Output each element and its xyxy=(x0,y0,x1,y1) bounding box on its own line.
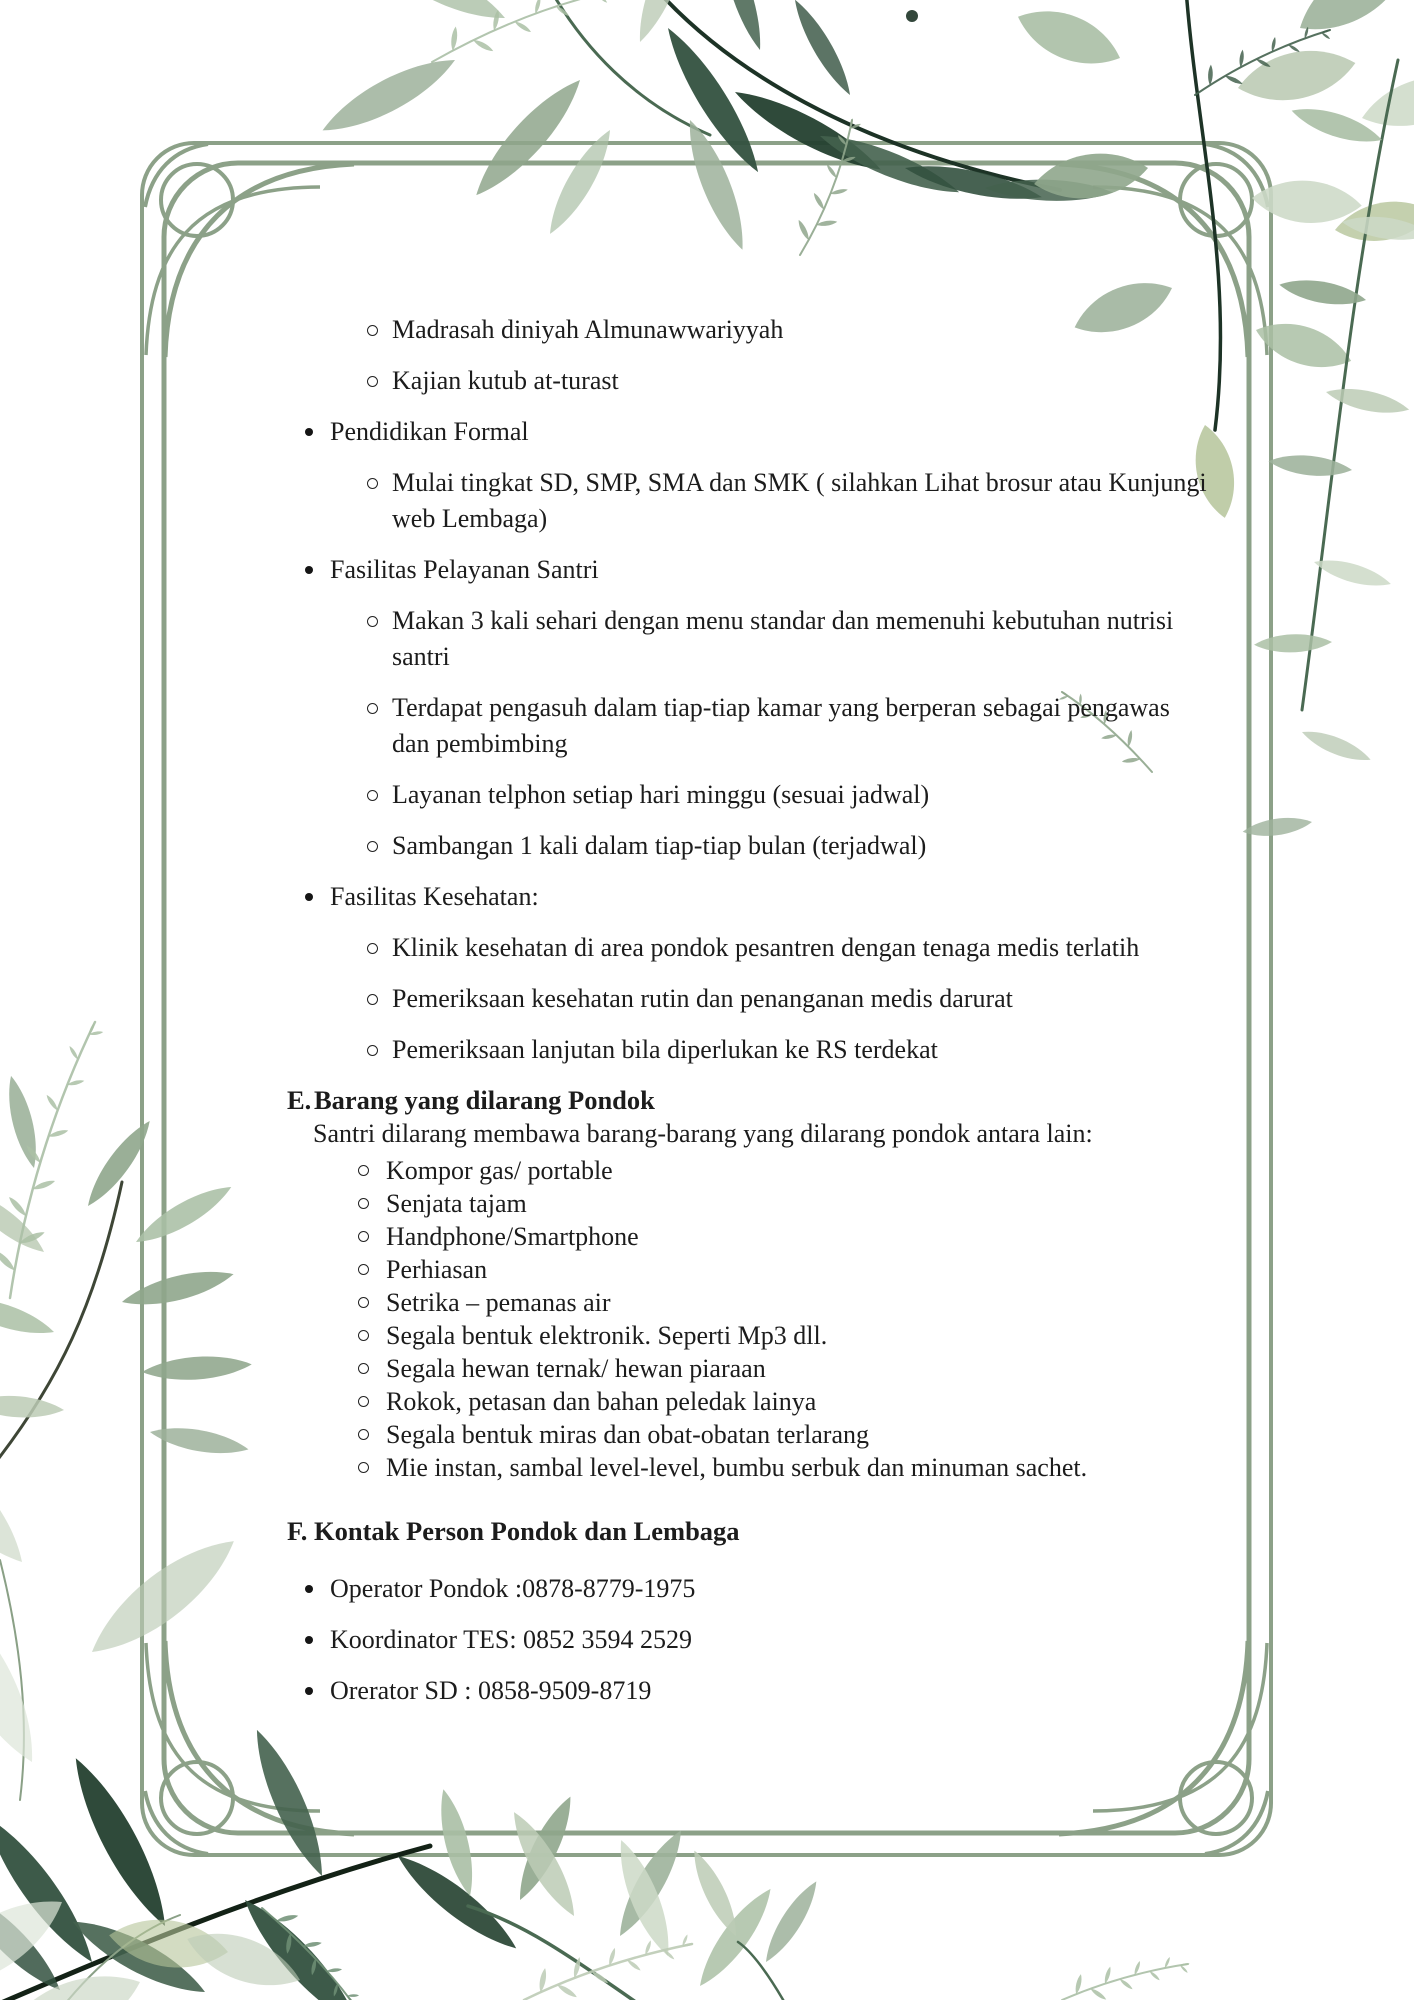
circle-marker xyxy=(367,616,378,627)
circle-marker xyxy=(358,1363,369,1374)
list-item xyxy=(287,1253,1212,1286)
list-item xyxy=(287,414,1212,450)
section-f-heading xyxy=(287,1514,1212,1548)
circle-marker xyxy=(358,1264,369,1275)
list-item xyxy=(287,1286,1212,1319)
list-item xyxy=(287,465,1212,537)
circle-marker xyxy=(358,1396,369,1407)
contact-text: Orerator SD : 0858-9509-8719 xyxy=(330,1676,652,1705)
list-item xyxy=(287,981,1212,1017)
list-item-text: Mie instan, sambal level-level, bumbu serbuk dan minuman sachet. xyxy=(386,1453,1088,1482)
circle-marker xyxy=(358,1231,369,1242)
contact-item xyxy=(287,1673,1212,1709)
list-item xyxy=(287,1451,1212,1484)
disc-marker xyxy=(305,1636,313,1644)
list-item-text: Sambangan 1 kali dalam tiap-tiap bulan (terjadwal) xyxy=(392,831,927,860)
circle-marker xyxy=(358,1330,369,1341)
list-item xyxy=(287,1187,1212,1220)
circle-marker xyxy=(358,1165,369,1176)
list-item xyxy=(287,1385,1212,1418)
list-item xyxy=(287,1319,1212,1352)
circle-marker xyxy=(367,790,378,801)
list-item-text: Mulai tingkat SD, SMP, SMA dan SMK ( silahkan Lihat brosur atau Kunjungi web Lembaga) xyxy=(392,468,1207,533)
list-item xyxy=(287,552,1212,588)
list-item xyxy=(287,879,1212,915)
contact-text: Operator Pondok :0878-8779-1975 xyxy=(330,1574,696,1603)
list-item xyxy=(287,690,1212,762)
list-item xyxy=(287,828,1212,864)
list-item xyxy=(287,1220,1212,1253)
list-item-text: Kompor gas/ portable xyxy=(386,1156,613,1185)
circle-marker xyxy=(367,841,378,852)
section-letter: F. xyxy=(287,1516,308,1546)
list-item xyxy=(287,1352,1212,1385)
circle-marker xyxy=(367,703,378,714)
list-item-text: Rokok, petasan dan bahan peledak lainya xyxy=(386,1387,817,1416)
disc-marker xyxy=(305,566,313,574)
disc-marker xyxy=(305,1585,313,1593)
circle-marker xyxy=(367,1045,378,1056)
disc-marker xyxy=(305,893,313,901)
list-item-text: Setrika – pemanas air xyxy=(386,1288,611,1317)
list-item xyxy=(287,1418,1212,1451)
contact-item xyxy=(287,1571,1212,1607)
circle-marker xyxy=(358,1198,369,1209)
list-item xyxy=(287,930,1212,966)
section-letter: E. xyxy=(287,1085,312,1115)
list-item-text: Layanan telphon setiap hari minggu (sesuai jadwal) xyxy=(392,780,930,809)
circle-marker xyxy=(358,1297,369,1308)
section-title: Barang yang dilarang Pondok xyxy=(314,1085,655,1115)
contact-item xyxy=(287,1622,1212,1658)
list-item-text: Segala hewan ternak/ hewan piaraan xyxy=(386,1354,766,1383)
list-item xyxy=(287,1154,1212,1187)
section-e-heading xyxy=(287,1083,1212,1117)
list-item-text: Madrasah diniyah Almunawwariyyah xyxy=(392,315,784,344)
circle-marker xyxy=(367,478,378,489)
list-item-text: Kajian kutub at-turast xyxy=(392,366,619,395)
circle-marker xyxy=(367,994,378,1005)
list-item-text: Makan 3 kali sehari dengan menu standar dan memenuhi kebutuhan nutrisi santri xyxy=(392,606,1174,671)
list-item-text: Perhiasan xyxy=(386,1255,488,1284)
list-item xyxy=(287,1032,1212,1068)
section-title: Kontak Person Pondok dan Lembaga xyxy=(314,1516,740,1546)
section-e-intro: Santri dilarang membawa barang-barang yang dilarang pondok antara lain: xyxy=(313,1119,1093,1148)
circle-marker xyxy=(367,325,378,336)
list-item-text: Pemeriksaan kesehatan rutin dan penanganan medis darurat xyxy=(392,984,1013,1013)
list-item xyxy=(287,363,1212,399)
disc-marker xyxy=(305,428,313,436)
list-item-text: Handphone/Smartphone xyxy=(386,1222,639,1251)
contact-text: Koordinator TES: 0852 3594 2529 xyxy=(330,1625,693,1654)
list-item-text: Fasilitas Kesehatan: xyxy=(330,882,539,911)
document-content xyxy=(287,312,1212,1724)
list-item-text: Segala bentuk miras dan obat-obatan terlarang xyxy=(386,1420,869,1449)
list-item xyxy=(287,603,1212,675)
circle-marker xyxy=(367,943,378,954)
list-item-text: Segala bentuk elektronik. Seperti Mp3 dll. xyxy=(386,1321,828,1350)
circle-marker xyxy=(358,1462,369,1473)
list-item-text: Terdapat pengasuh dalam tiap-tiap kamar yang berperan sebagai pengawas dan pembimbing xyxy=(392,693,1170,758)
circle-marker xyxy=(367,376,378,387)
disc-marker xyxy=(305,1687,313,1695)
list-item-text: Pemeriksaan lanjutan bila diperlukan ke RS terdekat xyxy=(392,1035,938,1064)
list-item-text: Fasilitas Pelayanan Santri xyxy=(330,555,599,584)
list-item-text: Senjata tajam xyxy=(386,1189,527,1218)
list-item-text: Klinik kesehatan di area pondok pesantren dengan tenaga medis terlatih xyxy=(392,933,1140,962)
list-item xyxy=(287,312,1212,348)
circle-marker xyxy=(358,1429,369,1440)
list-item xyxy=(287,777,1212,813)
list-item-text: Pendidikan Formal xyxy=(330,417,529,446)
